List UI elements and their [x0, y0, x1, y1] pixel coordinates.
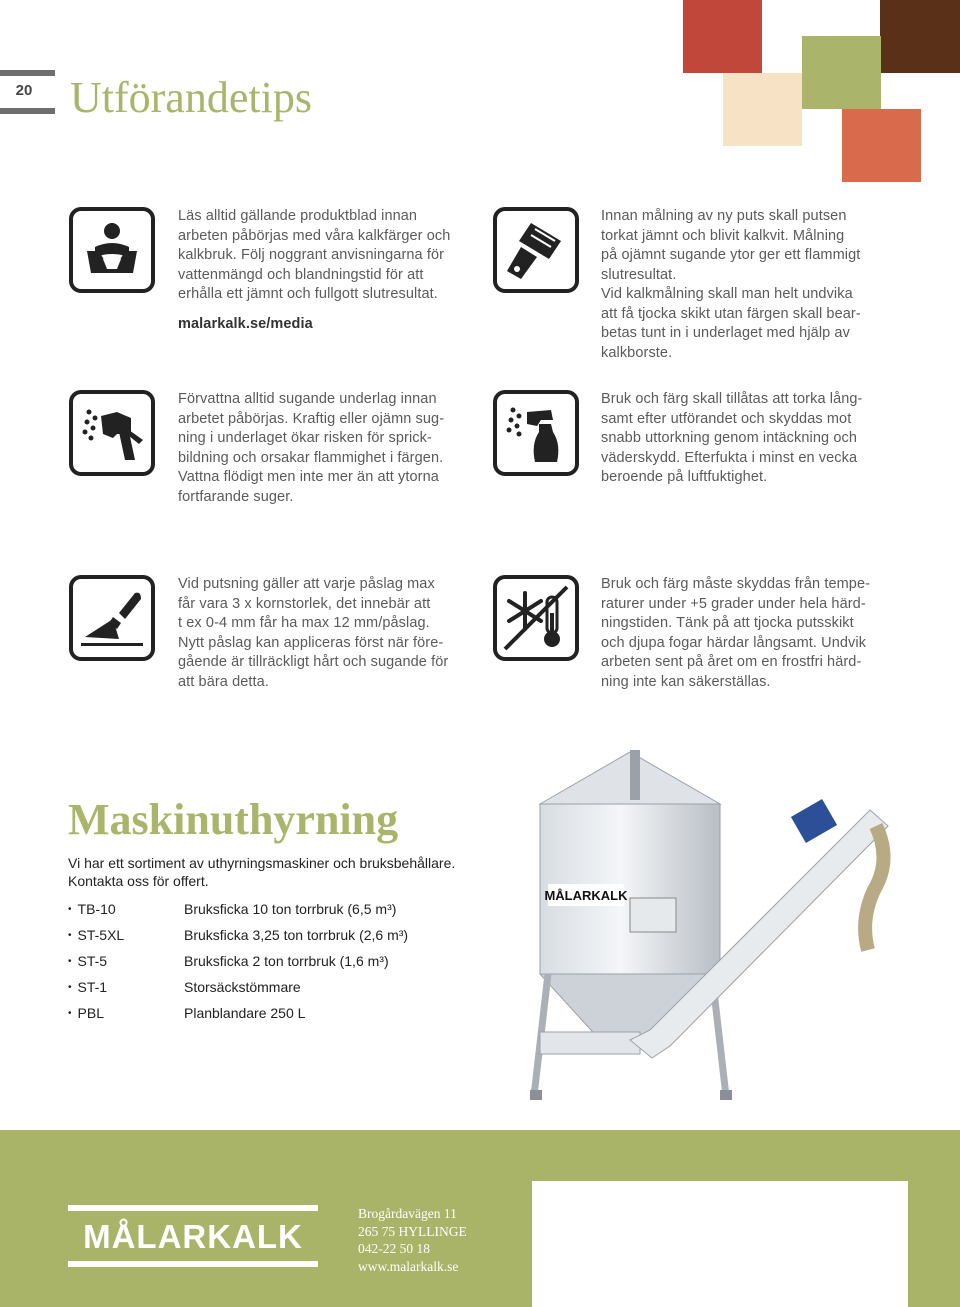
tip-line: torkat jämnt och blivit kalkvit. Målning: [601, 227, 845, 244]
tip-line: Vid kalkmålning skall man helt undvika: [601, 286, 853, 302]
tip-line: erhålla ett jämnt och fullgott slutresultat.: [178, 286, 438, 302]
swatch-brown: [880, 0, 960, 73]
logo-rule-bottom: [68, 1261, 318, 1267]
address-street: Brogårdavägen 11: [358, 1206, 457, 1221]
machine-description: Planblandare 250 L: [184, 1005, 306, 1021]
tip-plaster-layers: [178, 575, 478, 692]
page-number-rule-top: [0, 70, 55, 76]
machine-list: [68, 898, 498, 1028]
tip-line: kalkbruk. Följ noggrant anvisningarna för: [178, 247, 445, 263]
machine-description: Storsäckstömmare: [184, 979, 301, 995]
swatch-green: [802, 36, 881, 109]
tip-slow-drying: [601, 390, 901, 488]
read-manual-icon: [69, 207, 155, 293]
tip-line: Läs alltid gällande produktblad innan: [178, 208, 418, 224]
tip-line: och djupa fogar härdar långsamt. Undvik: [601, 634, 867, 651]
tip-line: kalkborste.: [601, 344, 673, 361]
machine-description: Bruksficka 2 ton torrbruk (1,6 m³): [184, 953, 389, 969]
tip-line: Innan målning av ny puts skall putsen: [601, 208, 847, 224]
tip-frost-protection: [601, 575, 901, 692]
page-number: 20: [15, 82, 33, 99]
tip-line: Förvattna alltid sugande underlag innan: [178, 391, 437, 407]
tip-line: bildning och orsakar flammighet i färgen.: [178, 449, 444, 466]
machine-code: • ST-5XL: [68, 924, 124, 947]
tip-line: Nytt påslag kan appliceras först när före-: [178, 634, 444, 651]
rental-intro: [68, 854, 498, 890]
no-frost-icon: [493, 575, 579, 661]
silo-machine-image: [480, 740, 920, 1130]
tip-line: vattenmängd och blandningstid för att: [178, 266, 424, 283]
media-link[interactable]: malarkalk.se/media: [178, 315, 313, 332]
tip-line: ningstiden. Tänk på att tjocka putsskikt: [601, 615, 854, 631]
address-city: 265 75 HYLLINGE: [358, 1223, 467, 1239]
machine-description: Bruksficka 3,25 ton torrbruk (2,6 m³): [184, 927, 409, 943]
tip-line: t ex 0-4 mm får ha max 12 mm/påslag.: [178, 615, 430, 631]
machine-code: • ST-1: [68, 976, 107, 999]
tip-pre-wet: [178, 390, 478, 507]
machine-code: • ST-5: [68, 950, 107, 973]
logo-rule-top: [68, 1205, 318, 1211]
swatch-red: [683, 0, 762, 73]
tip-line: att få tjocka skikt utan färgen skall bear-: [601, 305, 861, 322]
footer-address: [358, 1205, 467, 1275]
tip-line: Bruk och färg måste skyddas från tempe-: [601, 576, 871, 592]
machine-description: Bruksficka 10 ton torrbruk (6,5 m³): [184, 901, 397, 917]
tip-line: ning i underlaget ökar risken för sprick-: [178, 430, 432, 446]
paint-brush-icon: [493, 207, 579, 293]
tip-line: att bära detta.: [178, 673, 269, 690]
rental-intro-line: Vi har ett sortiment av uthyrningsmaskiner och bruksbehållare.: [68, 855, 456, 871]
tip-line: arbeten påbörjas med våra kalkfärger och: [178, 227, 451, 244]
tip-line: snabb uttorkning genom intäckning och: [601, 430, 858, 446]
footer-blank-panel: [532, 1181, 908, 1307]
tip-line: slutresultat.: [601, 266, 677, 283]
tip-line: Vattna flödigt men inte mer än att ytorna: [178, 469, 439, 485]
address-website[interactable]: www.malarkalk.se: [358, 1258, 459, 1274]
spray-bottle-icon: [493, 390, 579, 476]
tip-read-instructions: [178, 207, 478, 334]
trowel-icon: [69, 575, 155, 661]
machine-row: [68, 1002, 498, 1028]
page-number-rule-bottom: [0, 108, 55, 114]
tip-line: gående är tillräckligt hårt och sugande för: [178, 654, 449, 670]
tip-line: samt efter utförandet och skyddas mot: [601, 410, 852, 427]
address-phone[interactable]: 042-22 50 18: [358, 1241, 430, 1256]
tip-line: fortfarande suger.: [178, 488, 294, 505]
tip-line: arbeten sent på året om en frostfri härd-: [601, 654, 862, 670]
machine-row: [68, 976, 498, 1002]
machine-code: • PBL: [68, 1002, 104, 1025]
machine-row: [68, 950, 498, 976]
tip-line: arbetet påbörjas. Kraftig eller ojämn sug-: [178, 410, 445, 427]
machine-code: • TB-10: [68, 898, 116, 921]
tip-line: på ojämnt sugande ytor ger ett flammigt: [601, 247, 861, 263]
machine-row: [68, 898, 498, 924]
water-spray-gun-icon: [69, 390, 155, 476]
silo-label: MÅLARKALK: [544, 888, 628, 903]
tip-line: Bruk och färg skall tillåtas att torka lång-: [601, 391, 863, 407]
tip-line: betas tunt in i underlaget med hjälp av: [601, 325, 850, 341]
tip-new-plaster: [601, 207, 901, 363]
footer-logo: [68, 1205, 318, 1267]
tip-line: får vara 3 x kornstorlek, det innebär att: [178, 595, 431, 612]
logo-text: MÅLARKALK: [83, 1218, 303, 1255]
page-title: Utförandetips: [70, 73, 312, 122]
tip-line: ning inte kan säkerställas.: [601, 673, 771, 690]
tip-line: beroende på luftfuktighet.: [601, 469, 768, 485]
swatch-orange: [842, 109, 921, 182]
rental-section-title: Maskinuthyrning: [68, 795, 399, 844]
tip-line: raturer under +5 grader under hela härd-: [601, 595, 866, 612]
rental-intro-line: Kontakta oss för offert.: [68, 873, 209, 889]
machine-row: [68, 924, 498, 950]
tip-line: Vid putsning gäller att varje påslag max: [178, 576, 435, 592]
tip-line: väderskydd. Efterfukta i minst en vecka: [601, 449, 858, 466]
swatch-cream: [723, 73, 802, 146]
